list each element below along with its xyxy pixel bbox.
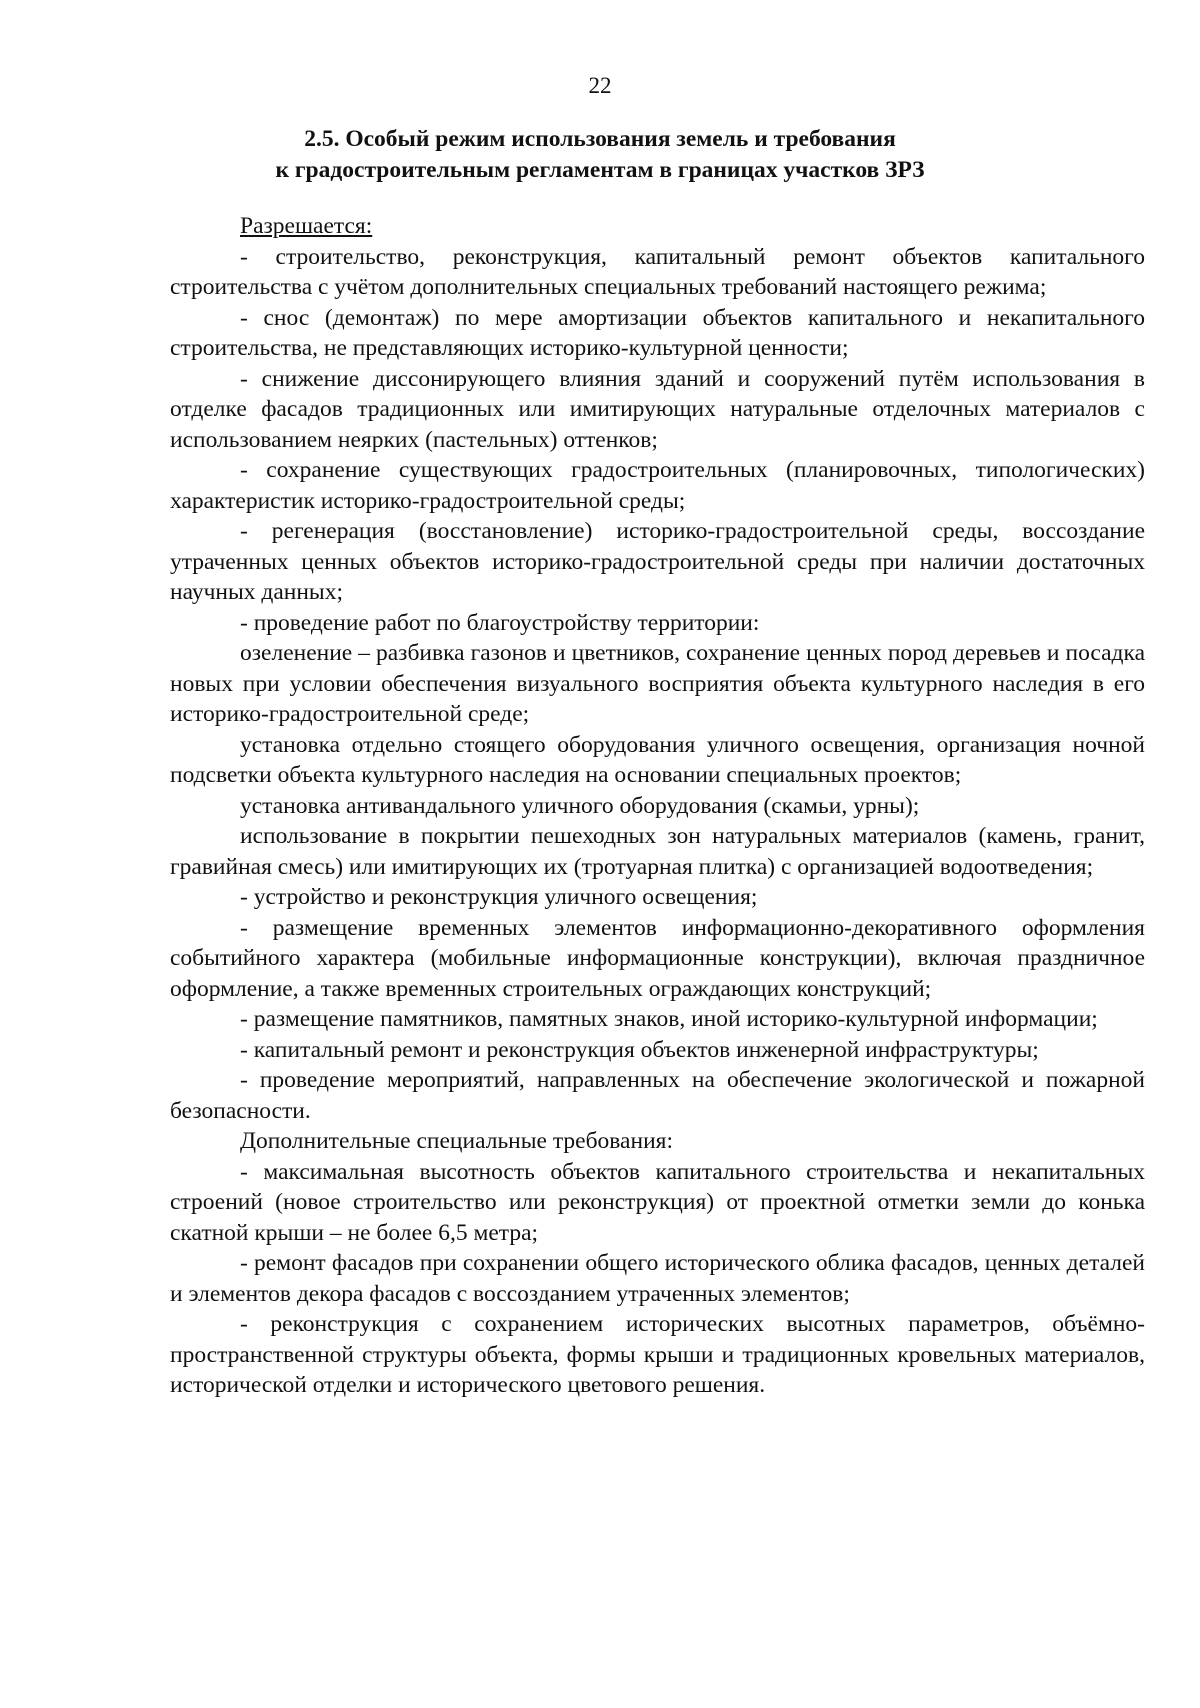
allowed-item-landscaping: - проведение работ по благоустройству территории: [240, 609, 760, 636]
section-title [0, 124, 1200, 186]
requirement-reconstruction: - реконструкция с сохранением исторических высотных параметров, объёмно-пространственной структуры объекта, формы крыши и традиционных кровельных материалов, исторической отделки и исторического цветового решения. [170, 1311, 1145, 1398]
allowed-item-safety: - проведение мероприятий, направленных на обеспечение экологической и пожарной безопасности. [170, 1067, 1145, 1124]
allowed-heading: Разрешается: [240, 213, 373, 239]
allowed-item-regeneration: - регенерация (восстановление) историко-градостроительной среды, воссоздание утраченных ценных объектов историко-градостроительной среды при наличии достаточных научных данных; [170, 518, 1145, 605]
additional-requirements-heading: Дополнительные специальные требования: [240, 1128, 673, 1154]
allowed-item-infrastructure: - капитальный ремонт и реконструкция объектов инженерной инфраструктуры; [240, 1036, 1039, 1063]
requirement-max-height: - максимальная высотность объектов капитального строительства и некапитальных строений (новое строительство или реконструкция) от проектной отметки земли до конька скатной крыши – не более 6,5 метра; [170, 1158, 1145, 1246]
allowed-item-preservation: - сохранение существующих градостроительных (планировочных, типологических) характеристик историко-градостроительной среды; [170, 457, 1145, 514]
landscaping-lighting-equipment: установка отдельно стоящего оборудования уличного освещения, организация ночной подсветки объекта культурного наследия на основании специальных проектов; [170, 731, 1145, 788]
landscaping-street-furniture: установка антивандального уличного оборудования (скамьи, урны); [240, 792, 920, 819]
allowed-item-street-lighting: - устройство и реконструкция уличного освещения; [240, 884, 758, 910]
landscaping-paving: использование в покрытии пешеходных зон натуральных материалов (камень, гранит, гравийная смесь) или имитирующих их (тротуарная плитка) с организацией водоотведения; [170, 823, 1145, 880]
allowed-item-monuments: - размещение памятников, памятных знаков, иной историко-культурной информации; [240, 1006, 1098, 1032]
section-title-line-2: к градостроительным регламентам в границах участков ЗРЗ [275, 157, 925, 183]
allowed-item-dissonance-reduction: - снижение диссонирующего влияния зданий и сооружений путём использования в отделке фасадов традиционных или имитирующих натуральные отделочных материалов с использованием неярких (пастельных) оттенков; [170, 365, 1145, 453]
requirement-facade-repair: - ремонт фасадов при сохранении общего исторического облика фасадов, ценных деталей и элементов декора фасадов с воссозданием утраченных элементов; [170, 1250, 1145, 1307]
landscaping-greening: озеленение – разбивка газонов и цветников, сохранение ценных пород деревьев и посадка новых при условии обеспечения визуального восприятия объекта культурного наследия в его историко-градостроительной среде; [170, 640, 1145, 727]
document-body [170, 211, 1145, 1401]
allowed-item-construction: - строительство, реконструкция, капитальный ремонт объектов капитального строительства с учётом дополнительных специальных требований настоящего режима; [170, 243, 1145, 300]
page-number: 22 [588, 73, 612, 98]
allowed-item-temporary-decor: - размещение временных элементов информационно-декоративного оформления событийного характера (мобильные информационные конструкции), включая праздничное оформление, а также временных строительных ограждающих конструкций; [170, 914, 1145, 1002]
section-title-line-1: 2.5. Особый режим использования земель и требования [304, 126, 896, 152]
allowed-item-demolition: - снос (демонтаж) по мере амортизации объектов капитального и некапитального строительства, не представляющих историко-культурной ценности; [170, 304, 1145, 361]
